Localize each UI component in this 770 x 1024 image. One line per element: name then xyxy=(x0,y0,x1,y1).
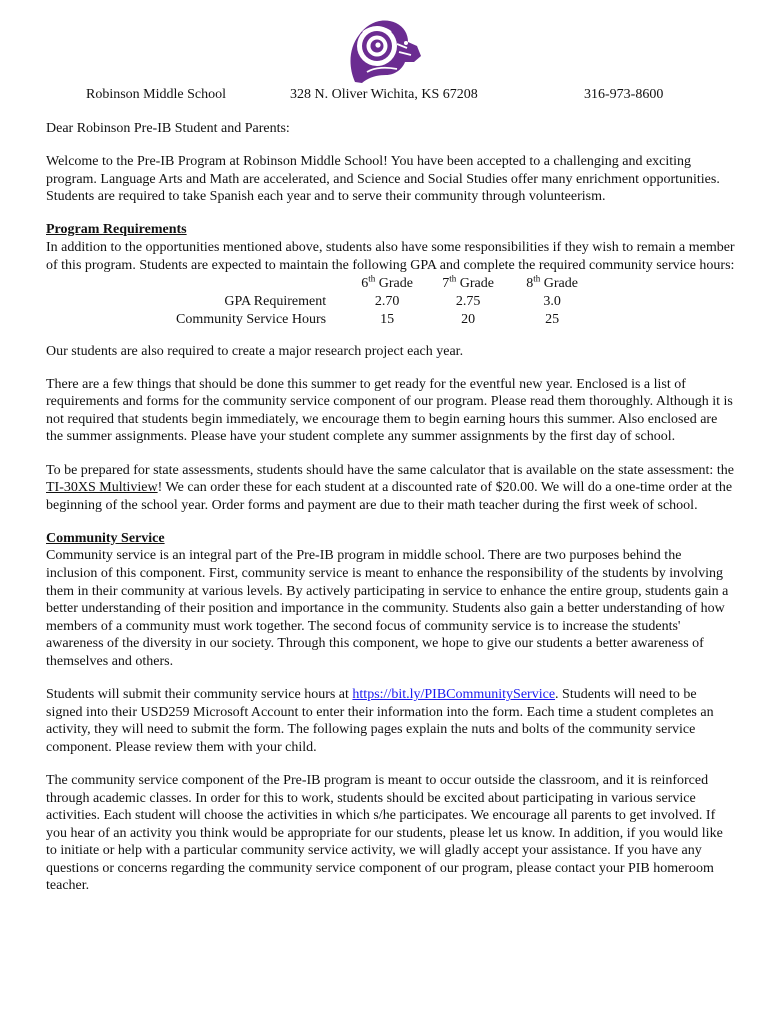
program-requirements-heading: Program Requirements xyxy=(46,222,187,238)
hours-grade-8: 25 xyxy=(545,311,560,327)
gpa-grade-7: 2.75 xyxy=(455,294,481,310)
community-service-text: Community service is an integral part of the Pre-IB program in middle school. There are two purposes behind the inclusion of this component. First, community service is meant to enhance the responsibility of the students by involving them in their community at various levels. By actively participating in service to enhance the entire group, students gain a better understanding of their position and importance in the community. Students also gain a better understanding of how members of a community must work together. The second focus of community service is to increase the students' awareness of the diversity in our society. Through this component, we hope to give our students a better awareness of themselves and others. xyxy=(46,548,729,669)
program-requirements-section xyxy=(46,221,736,328)
calculator-model: TI-30XS Multiview xyxy=(46,480,158,496)
community-service-section xyxy=(46,530,736,671)
letterhead xyxy=(0,86,770,106)
community-service-form-link[interactable]: https://bit.ly/PIBCommunityService xyxy=(352,687,556,703)
gpa-label: GPA Requirement xyxy=(224,294,327,310)
school-name: Robinson Middle School xyxy=(86,87,227,102)
greeting: Dear Robinson Pre-IB Student and Parents: xyxy=(46,121,290,136)
hours-row xyxy=(176,311,594,329)
grade-7-header: 7th Grade xyxy=(442,273,494,292)
grade-8-header: 8th Grade xyxy=(526,273,578,292)
hours-grade-6: 15 xyxy=(380,311,395,327)
gpa-grade-8: 3.0 xyxy=(543,294,561,310)
program-requirements-text: In addition to the opportunities mentioned above, students also have some responsibilities if they wish to remain a member of this program. Students are expected to maintain the following GPA and complete the required community service hours: xyxy=(46,239,735,273)
school-address: 328 N. Oliver Wichita, KS 67208 xyxy=(290,87,478,102)
submit-hours-paragraph: Students will submit their community service hours at https://bit.ly/PIBCommunityService. Students will need to be signed into their USD259 Microsoft Account to enter their information into the form. Each time a student completes an activity, they will need to submit the form. The following pages explain the nuts and bolts of the community service component. Please review them with your child. xyxy=(46,687,714,755)
letter-body xyxy=(46,120,736,911)
grade-6-header: 6th Grade xyxy=(361,273,413,292)
gpa-row xyxy=(176,293,594,311)
school-phone: 316-973-8600 xyxy=(584,87,664,102)
research-paragraph: Our students are also required to create a major research project each year. xyxy=(46,343,464,359)
community-service-heading: Community Service xyxy=(46,530,165,546)
gpa-grade-6: 2.70 xyxy=(374,294,400,310)
calculator-paragraph: To be prepared for state assessments, students should have the same calculator that is available on the state assessment: the TI-30XS Multiview! We can order these for each student at a discounted rate of $20.00. We will do a one-time order at the beginning of the school year. Order forms and payment are due to their math teacher during the first week of school. xyxy=(46,462,734,513)
hours-grade-7: 20 xyxy=(461,311,476,327)
ram-logo-icon xyxy=(347,12,423,84)
intro-paragraph: Welcome to the Pre-IB Program at Robinson Middle School! You have been accepted to a challenging and exciting program. Language Arts and Math are accelerated, and Science and Social Studies offer many enrichment opportunities. Students are required to take Spanish each year and to serve their community through volunteerism. xyxy=(46,154,720,205)
summer-paragraph: There are a few things that should be done this summer to get ready for the eventful new year. Enclosed is a list of requirements and forms for the community service component of our program. Please read them thoroughly. Although it is not required that students begin immediately, we encourage them to begin earning hours this summer. Also enclosed are the summer assignments. Please have your student complete any summer assignments by the first day of school. xyxy=(46,376,733,445)
grade-header-row xyxy=(176,275,594,293)
hours-label: Community Service Hours xyxy=(176,311,327,327)
closing-paragraph: The community service component of the Pre-IB program is meant to occur outside the classroom, and it is reinforced through academic classes. In order for this to work, students should be excited about participating in various service activities. Each student will choose the activities in which s/he participates. We encourage all parents to get involved. If you hear of an activity you think would be appropriate for our students, please let us know. In addition, if you would like to initiate or help with a particular community service activity, we will gladly accept your assistance. If you have any questions or concerns regarding the community service component of our program, please contact your PIB homeroom teacher. xyxy=(46,772,723,894)
requirements-table xyxy=(176,275,594,328)
